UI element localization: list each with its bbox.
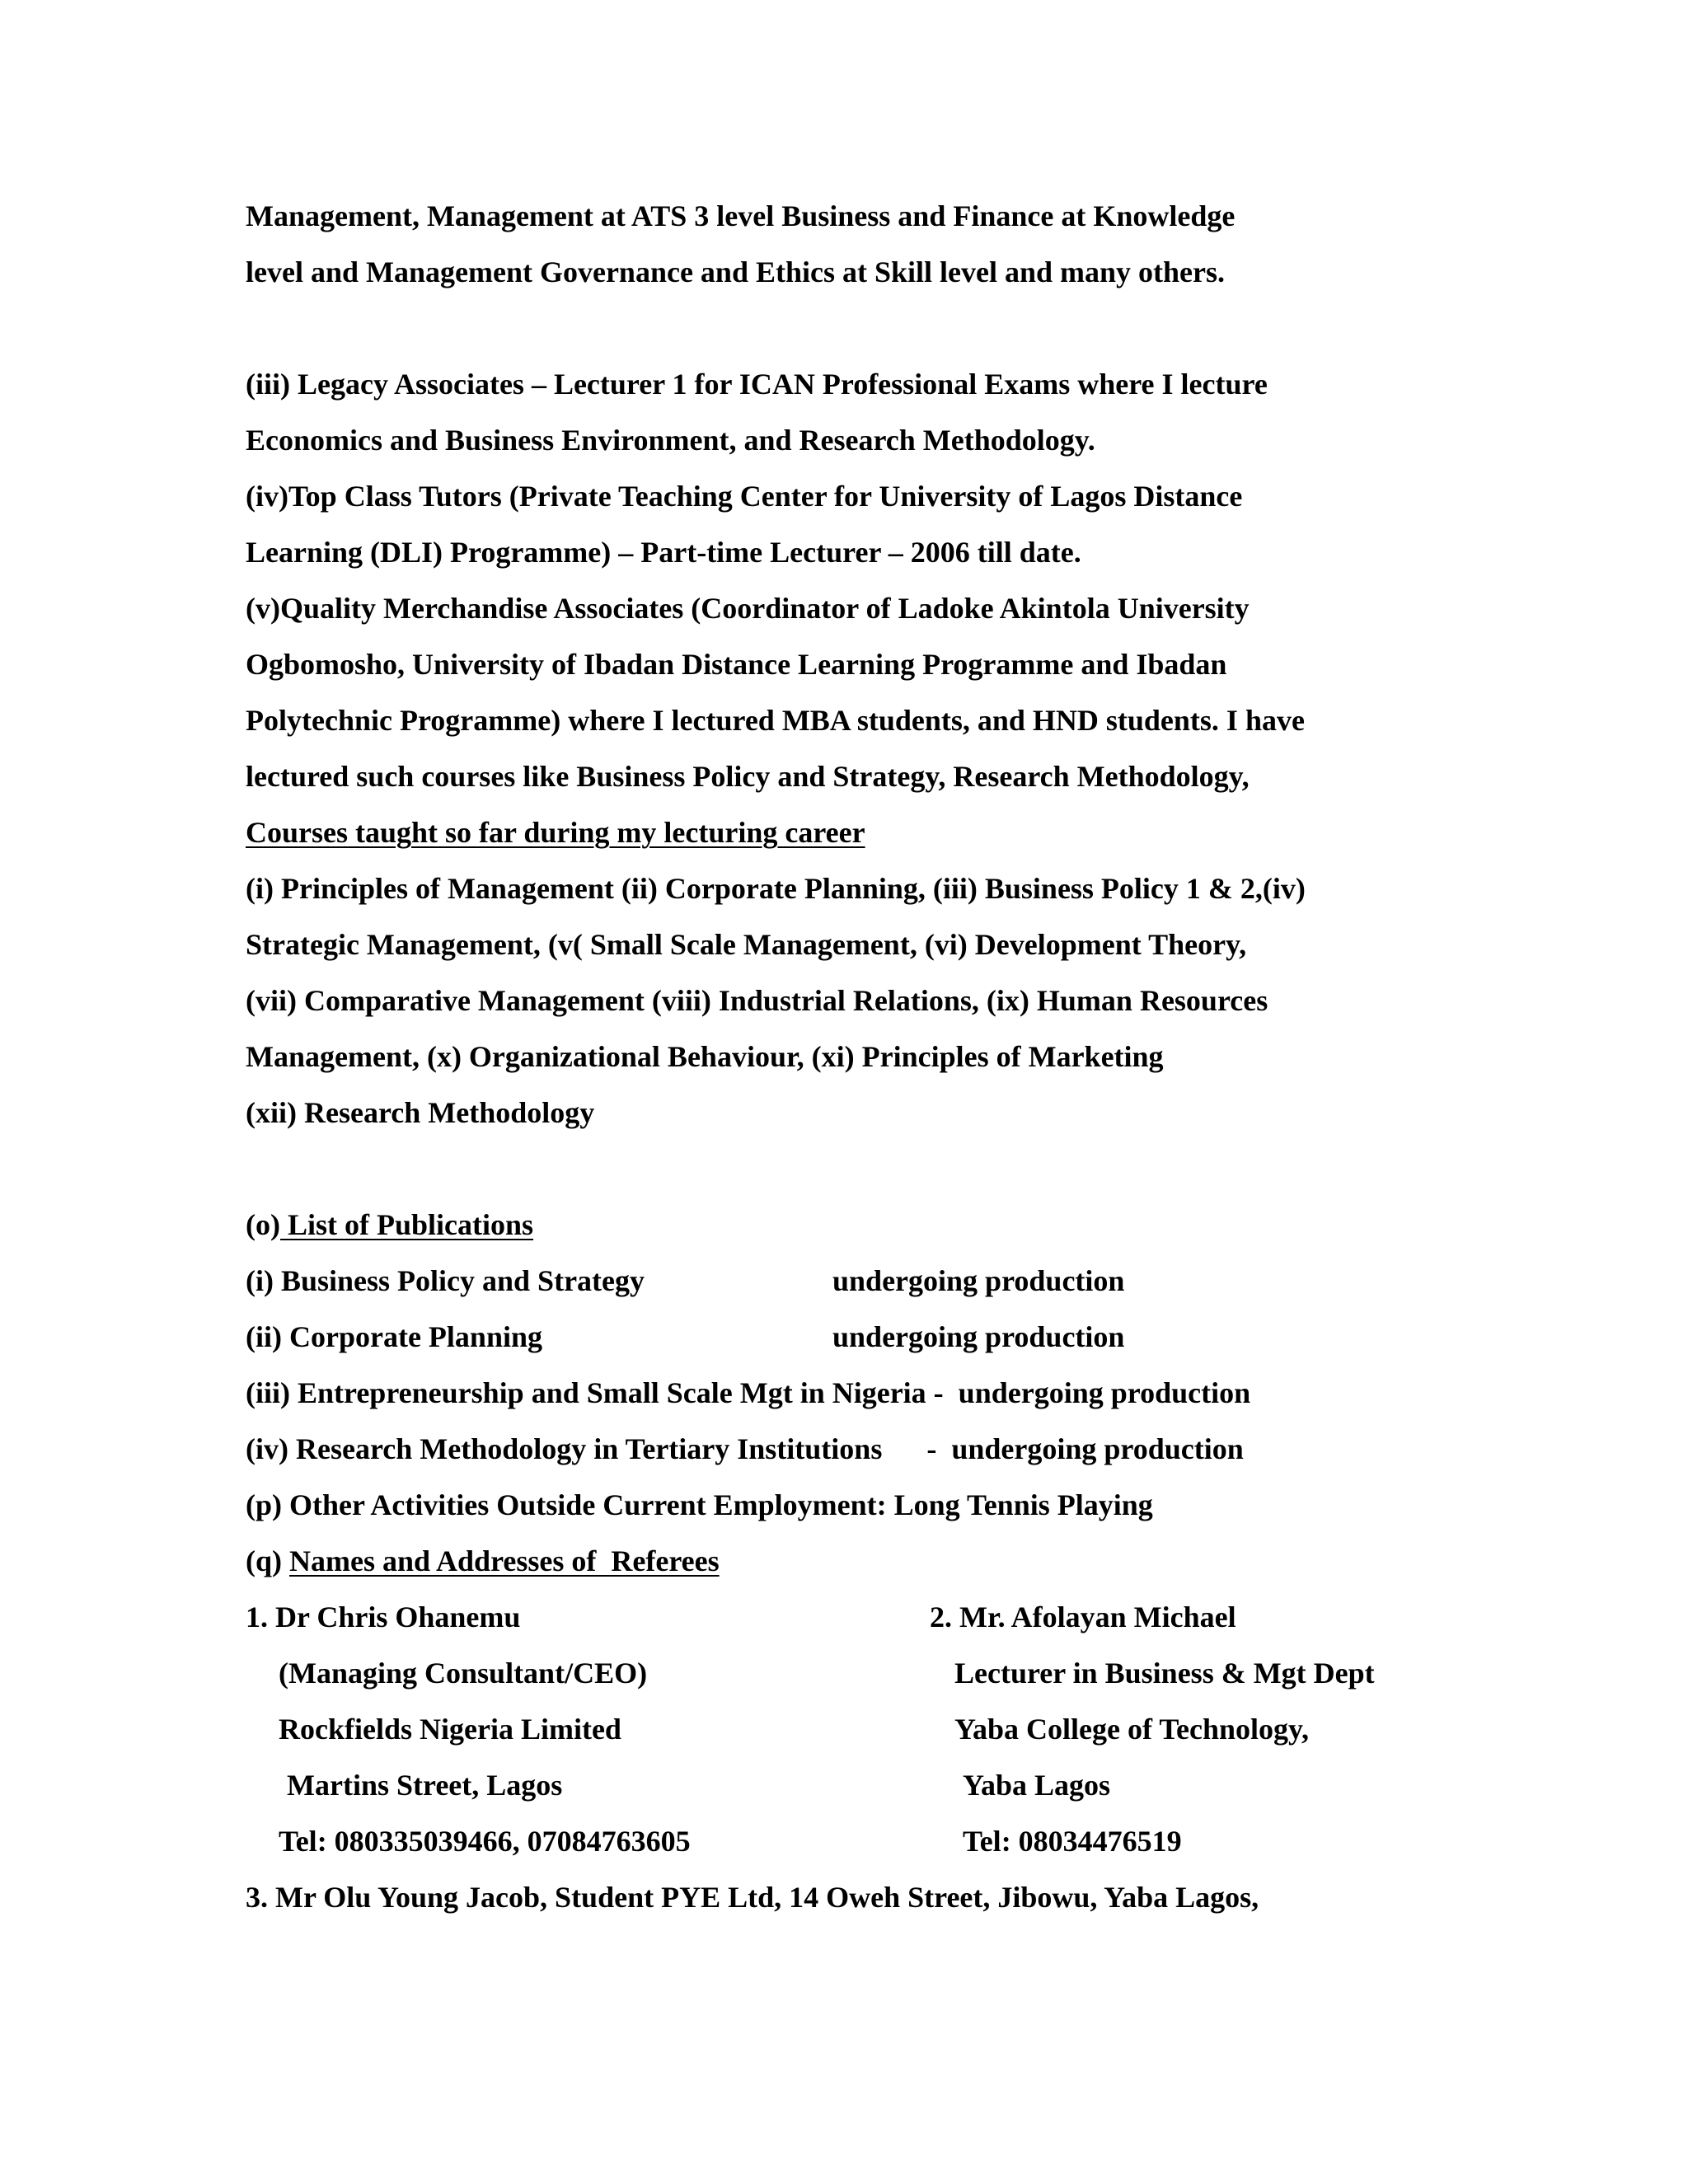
- courses-line: (xii) Research Methodology: [246, 1096, 595, 1129]
- referee-2-line: Yaba Lagos: [963, 1769, 1111, 1802]
- section-marker: (o): [246, 1208, 280, 1241]
- referee-2-line: Lecturer in Business & Mgt Dept: [954, 1657, 1375, 1690]
- referee-3-line: 3. Mr Olu Young Jacob, Student PYE Ltd, 14 Oweh Street, Jibowu, Yaba Lagos,: [246, 1881, 1259, 1914]
- referee-1-line: Tel: 080335039466, 07084763605: [279, 1825, 691, 1858]
- referee-1-line: Rockfields Nigeria Limited: [279, 1713, 621, 1746]
- publication-status: undergoing production: [832, 1264, 1125, 1297]
- courses-line: (i) Principles of Management (ii) Corporate Planning, (iii) Business Policy 1 & 2,(iv): [246, 872, 1306, 905]
- publications-heading: List of Publications: [279, 1208, 534, 1241]
- experience-line: (iii) Legacy Associates – Lecturer 1 for ICAN Professional Exams where I lecture: [246, 368, 1268, 401]
- experience-line: Ogbomosho, University of Ibadan Distance Learning Programme and Ibadan: [246, 648, 1227, 681]
- publication-line: (iii) Entrepreneurship and Small Scale Mgt in Nigeria - undergoing production: [246, 1376, 1251, 1409]
- publication-title: (i) Business Policy and Strategy: [246, 1264, 645, 1297]
- referee-2-line: Tel: 08034476519: [963, 1825, 1182, 1858]
- section-marker: (q): [246, 1544, 289, 1577]
- courses-line: (vii) Comparative Management (viii) Industrial Relations, (ix) Human Resources: [246, 984, 1268, 1017]
- publications-heading-line: [246, 1207, 533, 1243]
- courses-heading: Courses taught so far during my lecturing career: [246, 816, 865, 849]
- other-activities: (p) Other Activities Outside Current Employment: Long Tennis Playing: [246, 1488, 1153, 1521]
- referee-1-line: 1. Dr Chris Ohanemu: [246, 1601, 521, 1633]
- referees-heading: Names and Addresses of Referees: [289, 1544, 720, 1577]
- experience-line: lectured such courses like Business Policy and Strategy, Research Methodology,: [246, 760, 1250, 793]
- publication-title: (ii) Corporate Planning: [246, 1320, 542, 1353]
- publication-line: (iv) Research Methodology in Tertiary Institutions - undergoing production: [246, 1432, 1244, 1465]
- courses-line: Management, (x) Organizational Behaviour, (xi) Principles of Marketing: [246, 1040, 1164, 1073]
- experience-line: Economics and Business Environment, and Research Methodology.: [246, 424, 1095, 457]
- experience-line: Polytechnic Programme) where I lectured MBA students, and HND students. I have: [246, 704, 1305, 737]
- experience-line: (v)Quality Merchandise Associates (Coordinator of Ladoke Akintola University: [246, 592, 1250, 625]
- referee-2-line: Yaba College of Technology,: [954, 1713, 1310, 1746]
- experience-line: Learning (DLI) Programme) – Part-time Lecturer – 2006 till date.: [246, 536, 1081, 569]
- referee-1-line: Martins Street, Lagos: [287, 1769, 563, 1802]
- referees-heading-line: [246, 1543, 720, 1579]
- experience-line: (iv)Top Class Tutors (Private Teaching Center for University of Lagos Distance: [246, 480, 1243, 513]
- paragraph-line: level and Management Governance and Ethics at Skill level and many others.: [246, 255, 1225, 288]
- courses-line: Strategic Management, (v( Small Scale Management, (vi) Development Theory,: [246, 928, 1247, 961]
- publication-status: undergoing production: [832, 1320, 1125, 1353]
- referee-2-line: 2. Mr. Afolayan Michael: [930, 1601, 1236, 1633]
- paragraph-line: Management, Management at ATS 3 level Business and Finance at Knowledge: [246, 199, 1236, 232]
- referee-1-line: (Managing Consultant/CEO): [279, 1657, 648, 1690]
